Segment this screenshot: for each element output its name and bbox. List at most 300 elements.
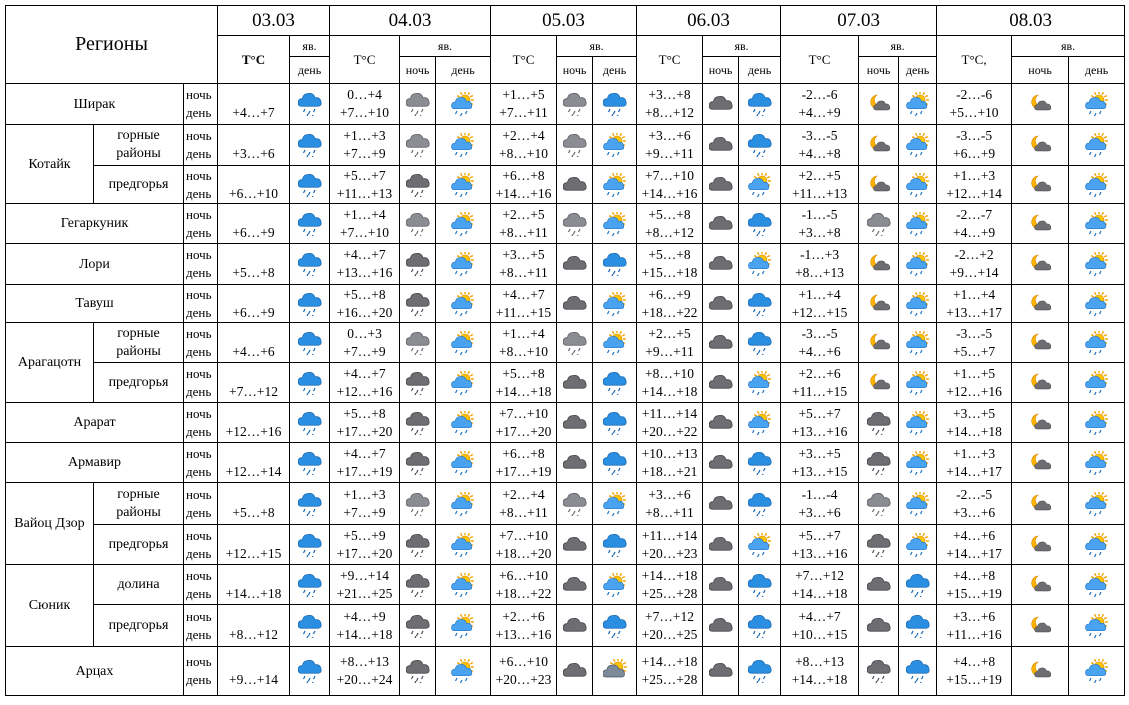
cloud-icon <box>703 565 739 605</box>
night-temp: -1…-5 <box>801 206 838 222</box>
rain-cloud-icon <box>290 605 330 647</box>
day-temp: +9…+11 <box>645 146 694 161</box>
cloud-icon <box>557 285 593 323</box>
night-temp: -2…-5 <box>956 486 993 502</box>
day-temp: +18…+20 <box>495 545 552 561</box>
sleet-cloud-icon <box>400 323 436 363</box>
temperature-range <box>491 525 557 565</box>
sleet-cloud-icon <box>557 483 593 525</box>
day-temp: +13…+16 <box>336 265 393 280</box>
night-temp: +4…+8 <box>952 654 996 669</box>
subregion-name: предгорья <box>94 525 184 565</box>
night-temp: +1…+4 <box>952 286 996 302</box>
night-temp: +5…+8 <box>343 405 386 421</box>
temperature-range <box>937 244 1012 285</box>
time-of-day <box>184 285 218 323</box>
moon-cloud-icon <box>1012 323 1069 363</box>
temperature-range <box>937 323 1012 363</box>
moon-cloud-icon <box>1012 125 1069 166</box>
night-subheader: ночь <box>703 57 739 84</box>
rain-cloud-icon <box>593 605 637 647</box>
dark-rain-cloud-icon <box>859 403 899 443</box>
day-temp: +21…+25 <box>336 585 393 601</box>
rain-cloud-icon <box>899 605 937 647</box>
temperature-range <box>330 323 400 363</box>
temperature-range <box>491 403 557 443</box>
night-subheader: ночь <box>859 57 899 84</box>
region-row <box>6 483 1125 525</box>
region-name: Арцах <box>6 647 184 696</box>
sun-cloud-rain-icon <box>899 166 937 204</box>
phenomena-header: яв. <box>859 36 937 57</box>
moon-cloud-icon <box>859 363 899 403</box>
sleet-cloud-icon <box>557 323 593 363</box>
night-temp: +8…+13 <box>795 654 845 669</box>
day-temp: +18…+22 <box>495 585 552 601</box>
day-subheader: день <box>739 57 781 84</box>
temperature-range <box>218 204 290 244</box>
sun-cloud-rain-icon <box>899 285 937 323</box>
cloud-icon <box>703 323 739 363</box>
sun-cloud-icon <box>593 647 637 696</box>
region-name: Ширак <box>6 84 184 125</box>
night-temp: +5…+7 <box>798 405 841 421</box>
night-temp: +4…+7 <box>502 286 545 302</box>
temperature-range <box>330 605 400 647</box>
moon-cloud-icon <box>1012 363 1069 403</box>
night-temp: +3…+5 <box>952 405 996 421</box>
day-temp: +13…+16 <box>791 423 848 439</box>
sleet-cloud-icon <box>557 204 593 244</box>
day-temp: +14…+17 <box>946 463 1002 479</box>
rain-cloud-icon <box>290 244 330 285</box>
cloud-icon <box>703 166 739 204</box>
temperature-range <box>781 125 859 166</box>
night-label: ночь <box>186 87 212 102</box>
sleet-cloud-icon <box>400 84 436 125</box>
sun-cloud-rain-icon <box>739 403 781 443</box>
night-temp: +1…+3 <box>952 445 996 461</box>
day-temp: +8…+13 <box>795 265 845 280</box>
day-temp: +14…+16 <box>495 185 552 201</box>
sun-cloud-rain-icon <box>899 403 937 443</box>
sun-cloud-rain-icon <box>739 525 781 565</box>
rain-cloud-icon <box>290 443 330 483</box>
sun-cloud-rain-icon <box>436 125 491 166</box>
night-temp: +7…+10 <box>499 405 549 421</box>
day-temp: +12…+15 <box>791 304 848 320</box>
temperature-range <box>218 363 290 403</box>
sun-cloud-rain-icon <box>1069 363 1125 403</box>
moon-cloud-icon <box>1012 605 1069 647</box>
temperature-range <box>937 647 1012 696</box>
sun-cloud-rain-icon <box>1069 605 1125 647</box>
sun-cloud-rain-icon <box>436 363 491 403</box>
moon-cloud-icon <box>859 323 899 363</box>
moon-cloud-icon <box>1012 244 1069 285</box>
temperature-range <box>937 443 1012 483</box>
temperature-range <box>637 84 703 125</box>
day-temp: +4…+8 <box>798 146 841 161</box>
dark-rain-cloud-icon <box>400 363 436 403</box>
night-temp: +4…+7 <box>343 365 386 381</box>
night-temp: +1…+5 <box>952 365 996 381</box>
temperature-range <box>218 443 290 483</box>
temperature-range <box>637 166 703 204</box>
temperature-range <box>637 204 703 244</box>
day-temp: +8…+11 <box>499 224 548 240</box>
temperature-range <box>330 443 400 483</box>
day-temp: +20…+25 <box>641 626 698 642</box>
dark-rain-cloud-icon <box>400 525 436 565</box>
region-name: Арагацотн <box>6 323 94 403</box>
temperature-range <box>218 647 290 696</box>
day-temp: +7…+12 <box>229 383 278 399</box>
night-temp: +9…+14 <box>340 567 389 583</box>
sun-cloud-rain-icon <box>593 323 637 363</box>
night-temp: +11…+14 <box>641 405 698 421</box>
day-label: день <box>186 343 212 359</box>
sun-cloud-rain-icon <box>1069 285 1125 323</box>
dark-rain-cloud-icon <box>400 244 436 285</box>
subregion-name: долина <box>94 565 184 605</box>
temperature-range <box>330 285 400 323</box>
night-temp: -2…-7 <box>956 206 993 222</box>
day-label: день <box>186 504 212 520</box>
rain-cloud-icon <box>593 525 637 565</box>
time-of-day <box>184 166 218 204</box>
night-temp: -2…+2 <box>954 247 994 262</box>
region-name: Сюник <box>6 565 94 647</box>
cloud-icon <box>703 84 739 125</box>
day-temp: +14…+18 <box>336 626 393 642</box>
day-label: день <box>186 423 212 439</box>
night-subheader: ночь <box>1012 57 1069 84</box>
temperature-range <box>491 363 557 403</box>
day-temp: +18…+22 <box>641 304 698 320</box>
cloud-icon <box>703 647 739 696</box>
region-row <box>6 84 1125 125</box>
day-temp: +15…+19 <box>946 585 1002 601</box>
moon-cloud-icon <box>1012 403 1069 443</box>
night-temp: +10…+13 <box>641 445 698 461</box>
sun-cloud-rain-icon <box>436 605 491 647</box>
night-subheader: ночь <box>557 57 593 84</box>
temperature-range <box>218 403 290 443</box>
day-temp: +3…+6 <box>952 504 996 520</box>
sun-cloud-rain-icon <box>739 166 781 204</box>
dark-rain-cloud-icon <box>859 647 899 696</box>
day-temp: +11…+16 <box>946 626 1002 642</box>
sun-cloud-rain-icon <box>899 363 937 403</box>
rain-cloud-icon <box>739 285 781 323</box>
night-temp: +8…+10 <box>645 365 695 381</box>
day-label: день <box>186 224 212 240</box>
sleet-cloud-icon <box>859 204 899 244</box>
temperature-range <box>937 166 1012 204</box>
sun-cloud-rain-icon <box>436 443 491 483</box>
rain-cloud-icon <box>593 244 637 285</box>
cloud-icon <box>703 285 739 323</box>
night-label: ночь <box>186 405 212 421</box>
night-temp: +5…+7 <box>343 167 386 183</box>
night-label: ночь <box>186 247 212 262</box>
night-temp: +2…+5 <box>648 325 691 341</box>
day-subheader: день <box>436 57 491 84</box>
day-label: день <box>186 265 212 280</box>
moon-cloud-icon <box>1012 443 1069 483</box>
temperature-range <box>218 125 290 166</box>
cloud-icon <box>703 483 739 525</box>
night-temp: +5…+8 <box>343 286 386 302</box>
sun-cloud-rain-icon <box>436 483 491 525</box>
sleet-cloud-icon <box>400 483 436 525</box>
moon-cloud-icon <box>859 244 899 285</box>
sleet-cloud-icon <box>859 483 899 525</box>
night-temp: +3…+5 <box>502 247 545 262</box>
rain-cloud-icon <box>739 84 781 125</box>
day-temp: +14…+18 <box>495 383 552 399</box>
region-name: Тавуш <box>6 285 184 323</box>
night-temp: +6…+8 <box>502 167 545 183</box>
temperature-range <box>491 483 557 525</box>
day-temp: +12…+14 <box>946 185 1002 201</box>
night-label: ночь <box>186 486 212 502</box>
day-temp: +25…+28 <box>641 585 698 601</box>
day-temp: +9…+14 <box>229 672 278 687</box>
temp-header: T°C, <box>937 36 1012 84</box>
day-temp: +10…+15 <box>791 626 848 642</box>
sleet-cloud-icon <box>557 84 593 125</box>
day-temp: +11…+13 <box>336 185 393 201</box>
temperature-range <box>781 605 859 647</box>
night-temp: +7…+10 <box>499 527 549 543</box>
sun-cloud-rain-icon <box>593 166 637 204</box>
night-temp: +4…+9 <box>343 608 386 624</box>
night-temp: +1…+3 <box>952 167 996 183</box>
day-temp: +7…+11 <box>499 105 548 120</box>
day-label: день <box>186 545 212 561</box>
forecast-table <box>5 5 1125 696</box>
moon-cloud-icon <box>859 285 899 323</box>
temperature-range <box>491 285 557 323</box>
sun-cloud-rain-icon <box>436 204 491 244</box>
rain-cloud-icon <box>593 443 637 483</box>
night-temp: +4…+7 <box>343 247 386 262</box>
time-of-day <box>184 204 218 244</box>
cloud-icon <box>557 605 593 647</box>
sun-cloud-rain-icon <box>1069 565 1125 605</box>
rain-cloud-icon <box>739 323 781 363</box>
day-temp: +11…+15 <box>791 383 848 399</box>
dark-rain-cloud-icon <box>400 403 436 443</box>
sun-cloud-rain-icon <box>593 483 637 525</box>
region-row <box>6 323 1125 363</box>
date-header: 07.03 <box>781 6 937 36</box>
day-subheader: день <box>290 57 330 84</box>
night-temp: +5…+8 <box>648 247 691 262</box>
temperature-range <box>218 565 290 605</box>
region-row <box>6 443 1125 483</box>
day-subheader: день <box>899 57 937 84</box>
day-temp: +20…+24 <box>336 672 393 687</box>
night-label: ночь <box>186 527 212 543</box>
day-label: день <box>186 383 212 399</box>
night-temp: -1…-4 <box>801 486 838 502</box>
day-temp: +14…+18 <box>641 383 698 399</box>
temperature-range <box>330 204 400 244</box>
sun-cloud-rain-icon <box>1069 525 1125 565</box>
region-name: Гегаркуник <box>6 204 184 244</box>
temperature-range <box>637 285 703 323</box>
day-subheader: день <box>1069 57 1125 84</box>
night-label: ночь <box>186 128 212 143</box>
rain-cloud-icon <box>290 125 330 166</box>
night-temp: +7…+10 <box>645 167 695 183</box>
sleet-cloud-icon <box>400 204 436 244</box>
day-temp: +3…+8 <box>798 224 841 240</box>
temp-header: T°C <box>218 36 290 84</box>
sun-cloud-rain-icon <box>593 204 637 244</box>
dark-rain-cloud-icon <box>400 605 436 647</box>
rain-cloud-icon <box>290 647 330 696</box>
sun-cloud-rain-icon <box>1069 244 1125 285</box>
temperature-range <box>330 84 400 125</box>
night-temp: +1…+4 <box>343 206 386 222</box>
time-of-day <box>184 244 218 285</box>
cloud-icon <box>703 605 739 647</box>
temperature-range <box>330 483 400 525</box>
night-temp: +1…+3 <box>343 486 386 502</box>
temperature-range <box>218 483 290 525</box>
temp-header: T°C <box>637 36 703 84</box>
night-temp: +6…+9 <box>648 286 691 302</box>
cloud-icon <box>703 525 739 565</box>
day-temp: +14…+17 <box>946 545 1002 561</box>
rain-cloud-icon <box>290 285 330 323</box>
sleet-cloud-icon <box>400 125 436 166</box>
rain-cloud-icon <box>593 363 637 403</box>
rain-cloud-icon <box>739 125 781 166</box>
temperature-range <box>937 483 1012 525</box>
moon-cloud-icon <box>1012 166 1069 204</box>
day-temp: +12…+14 <box>225 463 282 479</box>
sun-cloud-rain-icon <box>899 204 937 244</box>
day-temp: +25…+28 <box>641 672 698 687</box>
temperature-range <box>218 244 290 285</box>
temperature-range <box>330 363 400 403</box>
day-label: день <box>186 105 212 120</box>
cloud-icon <box>557 443 593 483</box>
day-label: день <box>186 626 212 642</box>
temperature-range <box>781 244 859 285</box>
night-temp: +2…+5 <box>798 167 841 183</box>
temperature-range <box>781 363 859 403</box>
day-label: день <box>186 672 212 687</box>
temperature-range <box>637 647 703 696</box>
sun-cloud-rain-icon <box>1069 483 1125 525</box>
night-temp: +4…+6 <box>952 527 996 543</box>
night-label: ночь <box>186 325 212 341</box>
day-label: день <box>186 585 212 601</box>
temp-header: T°C <box>491 36 557 84</box>
day-temp: +17…+20 <box>336 545 393 561</box>
night-label: ночь <box>186 654 212 669</box>
night-label: ночь <box>186 167 212 183</box>
phenomena-header: яв. <box>290 36 330 57</box>
night-temp: -3…-5 <box>956 325 993 341</box>
night-temp: +6…+10 <box>499 654 549 669</box>
night-temp: -3…-5 <box>801 325 838 341</box>
day-temp: +16…+20 <box>336 304 393 320</box>
temperature-range <box>491 244 557 285</box>
subregion-name: предгорья <box>94 166 184 204</box>
cloud-icon <box>557 565 593 605</box>
day-temp: +14…+16 <box>641 185 698 201</box>
temperature-range <box>637 403 703 443</box>
region-row <box>6 244 1125 285</box>
temperature-range <box>937 363 1012 403</box>
day-temp: +8…+12 <box>645 224 695 240</box>
night-label: ночь <box>186 608 212 624</box>
day-subheader: день <box>593 57 637 84</box>
day-temp: +3…+6 <box>232 146 275 161</box>
night-temp: 0…+4 <box>347 87 382 102</box>
rain-cloud-icon <box>290 403 330 443</box>
time-of-day <box>184 647 218 696</box>
rain-cloud-icon <box>290 323 330 363</box>
sun-cloud-rain-icon <box>1069 403 1125 443</box>
temperature-range <box>637 605 703 647</box>
cloud-icon <box>557 244 593 285</box>
sun-cloud-rain-icon <box>739 363 781 403</box>
dark-rain-cloud-icon <box>400 565 436 605</box>
cloud-icon <box>703 403 739 443</box>
cloud-icon <box>703 204 739 244</box>
sun-cloud-rain-icon <box>899 323 937 363</box>
day-temp: +7…+9 <box>343 146 386 161</box>
day-temp: +14…+18 <box>791 585 848 601</box>
day-label: день <box>186 463 212 479</box>
moon-cloud-icon <box>1012 84 1069 125</box>
night-temp: +2…+4 <box>502 486 545 502</box>
time-of-day <box>184 363 218 403</box>
night-temp: +3…+5 <box>798 445 841 461</box>
sun-cloud-rain-icon <box>593 125 637 166</box>
region-row <box>6 565 1125 605</box>
day-temp: +8…+11 <box>499 265 548 280</box>
sun-cloud-rain-icon <box>436 647 491 696</box>
region-row <box>6 285 1125 323</box>
day-temp: +6…+9 <box>952 146 996 161</box>
day-temp: +13…+16 <box>791 545 848 561</box>
subregion-name: предгорья <box>94 605 184 647</box>
rain-cloud-icon <box>290 204 330 244</box>
temperature-range <box>637 483 703 525</box>
date-header: 06.03 <box>637 6 781 36</box>
region-name: Вайоц Дзор <box>6 483 94 565</box>
night-temp: -3…-5 <box>956 128 993 143</box>
region-row <box>6 647 1125 696</box>
day-temp: +20…+23 <box>495 672 552 687</box>
temperature-range <box>218 84 290 125</box>
moon-cloud-icon <box>1012 565 1069 605</box>
sleet-cloud-icon <box>557 125 593 166</box>
time-of-day <box>184 323 218 363</box>
temperature-range <box>937 525 1012 565</box>
rain-cloud-icon <box>739 565 781 605</box>
sun-cloud-rain-icon <box>1069 125 1125 166</box>
